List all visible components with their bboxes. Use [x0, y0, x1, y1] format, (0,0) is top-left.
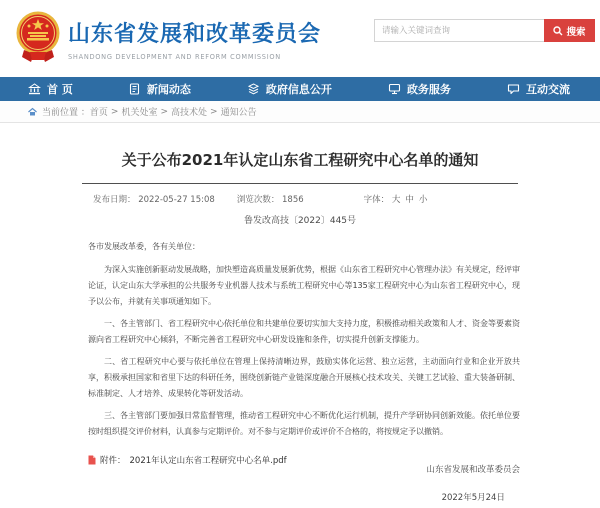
paragraph-intro: 为深入实施创新驱动发展战略，加快塑造高质量发展新优势，根据《山东省工程研究中心管理办法》有关规定，经评审论证，认定山东大学承担的公共服务专业机器人技术与系统工程研究中心等135家工程研究中心为山东省工程研究中心，现予以公布，并就有关事项通知如下。: [88, 265, 520, 306]
nav-item-interaction[interactable]: [507, 81, 570, 97]
breadcrumb-item-home[interactable]: 首页: [89, 108, 108, 118]
nav-item-label: 首 页: [47, 83, 73, 96]
monitor-icon: [388, 83, 401, 95]
breadcrumb-item-hightech[interactable]: 高技术处: [171, 108, 208, 118]
news-icon: [129, 83, 141, 95]
view-count-value: 1856: [282, 195, 304, 205]
nav-item-label: 政府信息公开: [265, 83, 332, 96]
signature-org: 山东省发展和改革委员会: [426, 465, 520, 475]
font-size-large-button[interactable]: 大: [391, 195, 401, 205]
site-title: 山东省发展和改革委员会: [68, 22, 322, 47]
nav-item-label: 互动交流: [525, 83, 570, 96]
search-icon: [553, 26, 563, 36]
home-icon: [28, 107, 37, 116]
nav-item-label: 政务服务: [406, 83, 451, 96]
publish-date: [93, 193, 215, 205]
article-title: 关于公布2021年认定山东省工程研究中心名单的通知: [121, 151, 479, 169]
main-nav: [0, 77, 600, 101]
nav-item-gov-info[interactable]: [247, 81, 332, 97]
signature-date: 2022年5月24日: [441, 493, 505, 503]
publish-date-label: 发布日期：: [93, 195, 139, 205]
site-title-english: SHANDONG DEVELOPMENT AND REFORM COMMISSION: [68, 53, 281, 61]
site-brand: [68, 17, 321, 61]
paragraph-2: 二、省工程研究中心要与依托单位在管理上保持清晰边界，鼓励实体化运营、独立运营，主动面向行业和企业开放共享，积极承担国家和省里下达的科研任务，围绕创新链产业链深度融合开展核心技术攻关、关键工艺试验、重大装备研制、标准制定、人才培养、成果转化等研发活动。: [88, 357, 520, 398]
breadcrumb-prefix: 当前位置 ：: [42, 108, 90, 118]
search-input[interactable]: [374, 19, 544, 42]
article-body: [88, 239, 520, 440]
paragraph-1: 一、各主管部门、省工程研究中心依托单位和共建单位要切实加大支持力度，积极推动相关政策和人才、资金等要素资源向省工程研究中心倾斜，不断完善省工程研究中心研发设施和条件，切实提升创新支撑能力。: [88, 319, 520, 344]
bank-icon: [28, 83, 41, 95]
search-button-label: 搜索: [566, 26, 586, 38]
font-size-small-button[interactable]: 小: [418, 195, 428, 205]
signature-block: [426, 463, 520, 503]
publish-date-value: 2022-05-27 15:08: [138, 195, 215, 205]
breadcrumb: [0, 101, 600, 123]
breadcrumb-separator: >: [160, 106, 168, 117]
article-meta: [93, 193, 600, 205]
nav-item-news[interactable]: [129, 81, 191, 97]
site-search: [374, 19, 595, 42]
nav-item-home[interactable]: [28, 81, 73, 97]
breadcrumb-separator: >: [210, 106, 218, 117]
nav-item-gov-services[interactable]: [388, 81, 451, 97]
salutation: 各市发展改革委，各有关单位：: [88, 242, 200, 251]
nav-item-label: 新闻动态: [146, 83, 191, 96]
breadcrumb-item-notices[interactable]: 通知公告: [220, 108, 257, 118]
view-count: [237, 193, 304, 205]
national-emblem-logo: [14, 10, 62, 66]
paragraph-3: 三、各主管部门要加强日常监督管理，推动省工程研究中心不断优化运行机制，提升产学研协同创新效能。依托单位要按时组织提交评价材料，认真参与定期评价。对不参与定期评价或评价不合格的，将按规定予以撤销。: [88, 411, 520, 436]
layers-icon: [247, 83, 260, 95]
article: [0, 123, 600, 508]
font-size-label: 字体：: [363, 195, 390, 205]
chat-icon: [507, 83, 520, 95]
breadcrumb-item-offices[interactable]: 机关处室: [121, 108, 158, 118]
view-count-label: 浏览次数：: [236, 195, 283, 205]
font-size-medium-button[interactable]: 中: [405, 195, 414, 205]
attachment-link[interactable]: [88, 454, 600, 466]
attachment-label: 附件：: [100, 456, 126, 466]
font-size-control: [364, 193, 428, 205]
title-divider: [82, 183, 518, 184]
search-button[interactable]: [544, 19, 595, 42]
breadcrumb-separator: >: [110, 106, 119, 117]
site-header: [0, 0, 600, 77]
pdf-icon: [88, 455, 96, 465]
attachment-file-name: 2021年认定山东省工程研究中心名单.pdf: [129, 456, 287, 466]
document-number: 鲁发改高技〔2022〕445号: [243, 216, 357, 226]
